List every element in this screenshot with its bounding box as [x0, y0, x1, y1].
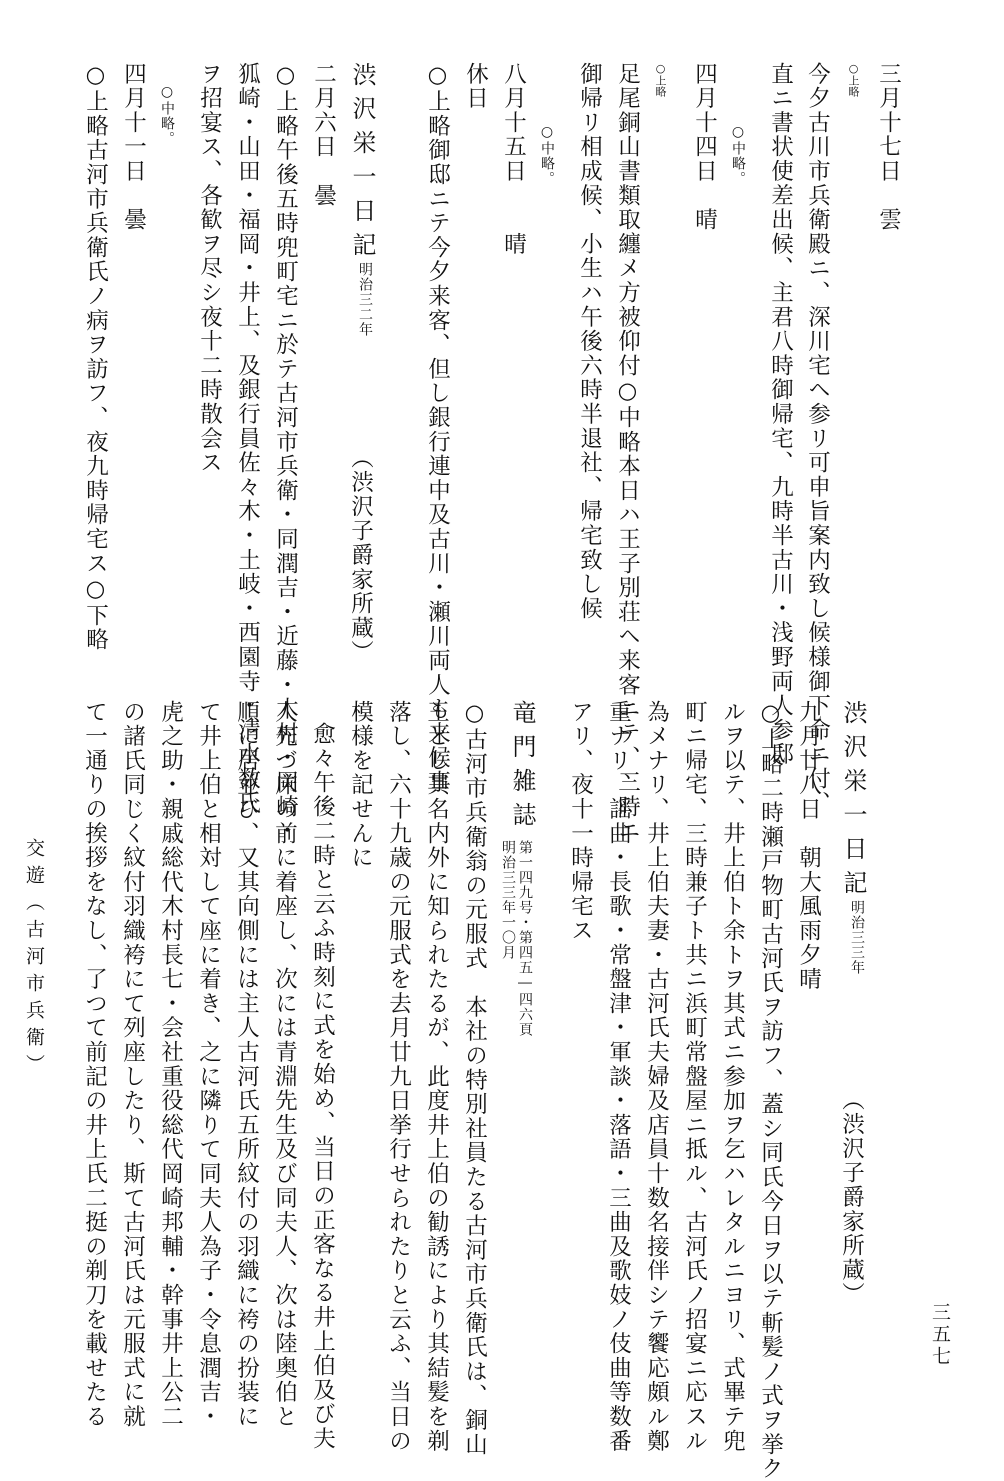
lower-line-4: 九月廿八日 朝大風雨夕晴: [795, 700, 822, 992]
lower-line-12: 第一四九号・第四五―四六頁: [517, 840, 533, 1037]
upper-line-20: ヲ招宴ス、各歓ヲ尽シ夜十二時散会ス: [196, 62, 223, 476]
upper-line-21: ○中略。: [159, 84, 175, 146]
lower-line-2: 明治三三年: [849, 900, 865, 975]
lower-line-24: て一通りの挨拶をなし、了つて前記の井上氏二挺の剃刀を載せたる: [81, 700, 108, 1429]
upper-line-23: ○上略古河市兵衛氏ノ病ヲ訪フ、夜九時帰宅ス○下略: [82, 62, 109, 653]
lower-line-8: 為メナリ、井上伯夫妻・古河氏夫婦及店員十数名接伴シテ饗応頗ル鄭: [643, 700, 670, 1454]
upper-line-1: 三月十七日 雲: [875, 62, 902, 233]
upper-line-13: ○上略御邸ニテ今夕来客、但し銀行連中及古川・瀬川両人も来候事: [424, 62, 451, 795]
lower-line-7: 町ニ帰宅、三時兼子ト共ニ浜町常盤屋ニ抵ル、古河氏ノ招宴ニ応スル: [681, 700, 708, 1454]
upper-line-22: 四月十一日 曇: [120, 62, 147, 233]
upper-line-14: 渋沢栄一日記: [348, 62, 376, 266]
lower-line-18: 愈々午後二時と云ふ時刻に式を始め、当日の正客なる井上伯及び夫: [309, 722, 336, 1451]
lower-line-15: 王とし其名内外に知られたるが、此度井上伯の勧誘により其結髪を剃: [423, 700, 450, 1454]
upper-line-2: ○上略: [847, 62, 860, 97]
lower-line-20: 順に居並び、又其向側には主人古河氏五所紋付の羽織に袴の扮装に: [233, 700, 260, 1429]
lower-line-10: アリ、夜十一時帰宅ス: [567, 700, 594, 943]
lower-line-19: 人先づ床の前に着座し、次には青淵先生及び同夫人、次は陸奥伯と: [271, 700, 298, 1429]
page-number: 三五七: [929, 1302, 951, 1368]
upper-line-5: ○中略。: [730, 124, 746, 186]
upper-line-11: 八月十五日 晴: [500, 62, 527, 257]
upper-line-7: ○上略: [654, 62, 667, 97]
upper-line-15: 明治三二年: [357, 262, 373, 337]
running-head: 交遊（古河市兵衛）: [23, 838, 45, 1081]
lower-line-23: の諸氏同じく紋付羽織袴にて列座したり、斯て古河氏は元服式に就: [119, 700, 146, 1429]
upper-line-19: 狐崎・山田・福岡・井上、及銀行員佐々木・土岐・西園寺・清水数氏: [234, 62, 261, 816]
lower-line-21: て井上伯と相対して座に着き、之に隣りて同夫人為子・令息潤吉・: [195, 700, 222, 1429]
lower-line-14: ○古河市兵衛翁の元服式 本社の特別社員たる古河市兵衛氏は、銅山: [461, 700, 488, 1457]
upper-line-9: 御帰リ相成候、小生ハ午後六時半退社、帰宅致し候: [576, 62, 603, 621]
lower-line-1: 渋沢栄一日記: [839, 700, 867, 904]
upper-line-17: 二月六日 曇: [310, 62, 337, 208]
lower-line-11: 竜門雑誌: [508, 700, 536, 836]
lower-line-6: ルヲ以テ、井上伯ト余トヲ其式ニ参加ヲ乞ハレタルニヨリ、式畢テ兜: [719, 700, 746, 1454]
upper-line-18: ○上略午後五時兜町宅ニ於テ古河市兵衛・同潤吉・近藤・木村・岡崎・: [272, 62, 299, 844]
upper-line-16: （渋沢子爵家所蔵）: [347, 446, 374, 665]
upper-line-12: 休日: [462, 62, 489, 111]
upper-line-4: 直ニ書状使差出候、主君八時御帰宅、九時半古川・浅野両人参邸: [767, 62, 794, 767]
upper-line-6: 四月十四日 晴: [691, 62, 718, 233]
upper-line-3: 今夕古川市兵衛殿ニ、深川宅ヘ参リ可申旨案内致し候様御下命ニ付、: [804, 62, 831, 816]
lower-line-16: 落し、六十九歳の元服式を去月廿九日挙行せられたりと云ふ、当日の: [385, 700, 412, 1454]
lower-line-9: 重ナリ、謡曲・長歌・常盤津・軍談・落語・三曲及歌妓ノ伎曲等数番: [605, 700, 632, 1454]
lower-line-13: 明治三三年一〇月: [500, 840, 516, 960]
upper-line-10: ○中略。: [539, 124, 555, 186]
lower-line-22: 虎之助・親戚総代木村長七・会社重役総代岡崎邦輔・幹事井上公二: [157, 700, 184, 1429]
lower-line-3: （渋沢子爵家所蔵）: [838, 1088, 865, 1307]
upper-line-8: 足尾銅山書類取纏メ方被仰付○中略本日ハ王子別荘ヘ来客ニテ、三時ニ: [614, 62, 641, 844]
lower-line-17: 模様を記せんに: [347, 700, 374, 871]
lower-line-5: ○上略二時瀬戸物町古河氏ヲ訪フ、蓋シ同氏今日ヲ以テ斬髪ノ式ヲ挙ク: [757, 700, 784, 1481]
